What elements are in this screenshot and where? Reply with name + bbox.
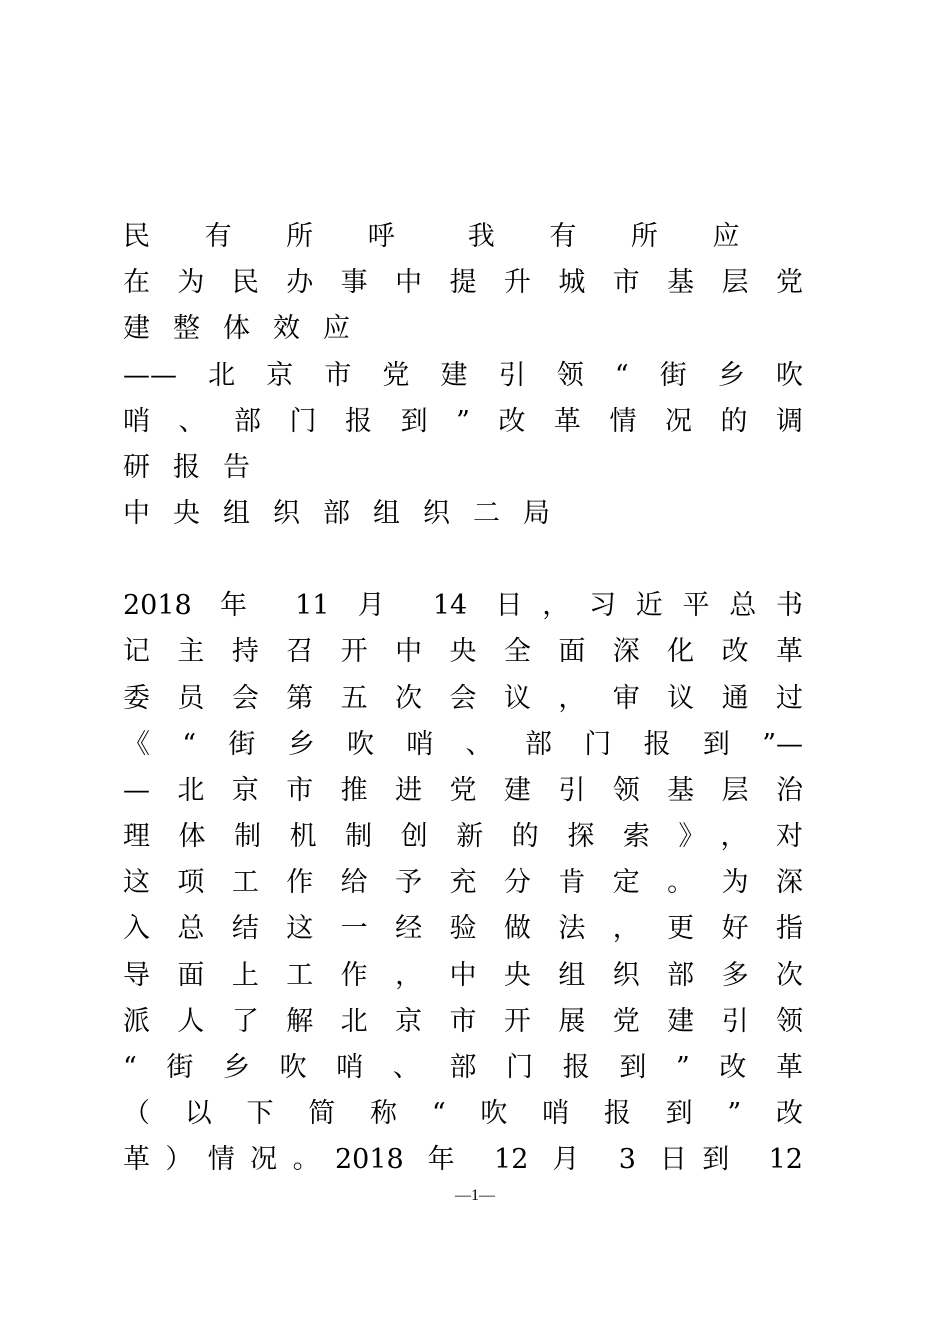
- subtitle-line-3: 研报告: [123, 452, 273, 483]
- title-line-3: 建整体效应: [123, 313, 373, 344]
- subtitle-line-1: ——北京市党建引领“街乡吹: [123, 360, 803, 391]
- body-line-13: 革）情况。2018 年 12 月 3 日到 12: [123, 1144, 803, 1175]
- body-line-7: 这项工作给予充分肯定。为深: [123, 867, 803, 898]
- body-line-4: 《“街乡吹哨、部门报到”—: [123, 729, 803, 760]
- body-line-6: 理体制机制创新的探索》，对: [123, 821, 803, 852]
- body-line-9: 导面上工作，中央组织部多次: [123, 960, 803, 991]
- body-line-5: —北京市推进党建引领基层治: [123, 775, 803, 806]
- body-line-1: 2018 年 11 月 14 日，习近平总书: [123, 590, 803, 621]
- title-line-2: 在为民办事中提升城市基层党: [123, 267, 803, 298]
- subtitle-line-2: 哨、部门报到”改革情况的调: [123, 406, 803, 437]
- author-line: 中央组织部组织二局: [123, 498, 573, 529]
- body-line-12: （以下简称“吹哨报到”改: [123, 1098, 803, 1129]
- body-line-8: 入总结这一经验做法，更好指: [123, 913, 803, 944]
- title-line-1: 民 有 所 呼 我 有 所 应: [123, 221, 763, 252]
- body-line-2: 记主持召开中央全面深化改革: [123, 636, 803, 667]
- page-number: —1—: [455, 1187, 495, 1204]
- body-line-3: 委员会第五次会议，审议通过: [123, 683, 803, 714]
- body-line-11: “街乡吹哨、部门报到”改革: [123, 1052, 803, 1083]
- body-line-10: 派人了解北京市开展党建引领: [123, 1006, 803, 1037]
